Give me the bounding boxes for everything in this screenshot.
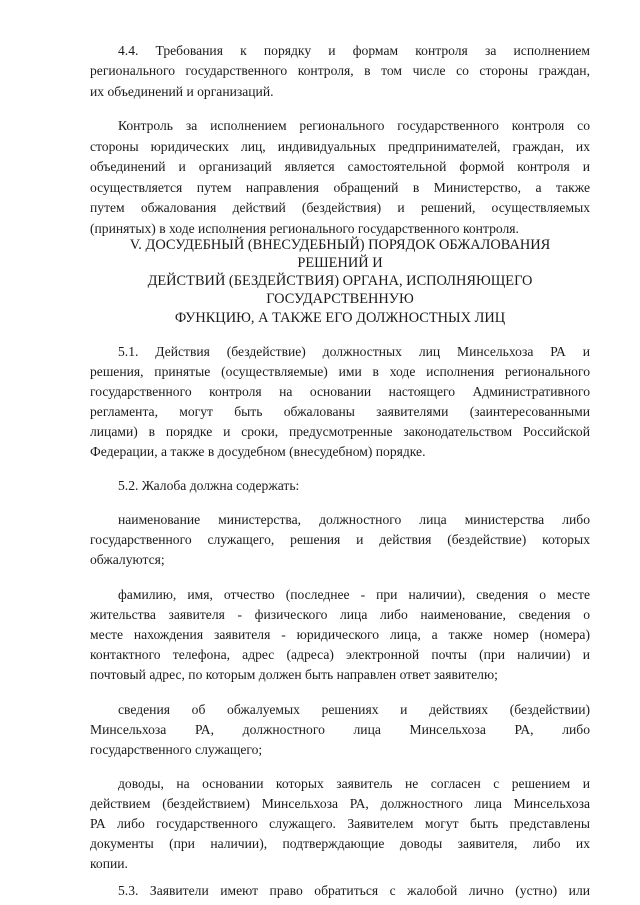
para-fio-line: фамилию, имя, отчество (последнее - при наличии), сведения о месте bbox=[118, 587, 590, 602]
para-fio-line: жительства заявителя - физического лица либо наименование, сведения о bbox=[90, 607, 590, 622]
para-args-line: действием (бездействием) Минсельхоза РА, должностного лица Минсельхоза bbox=[90, 796, 590, 811]
para-control-line: (принятых) в ходе исполнения регионального государственного контроля. bbox=[90, 221, 519, 236]
para-info-line: Минсельхоза РА, должностного лица Минсельхоза РА, либо bbox=[90, 722, 590, 737]
para-control-line: осуществляется путем направления обращений в Министерство, а также bbox=[90, 180, 590, 195]
para-5-1-line: государственного контроля на основании настоящего Административного bbox=[90, 384, 590, 399]
para-fio-line: почтовый адрес, по которым должен быть направлен ответ заявителю; bbox=[90, 667, 498, 682]
section-heading-line: V. ДОСУДЕБНЫЙ (ВНЕСУДЕБНЫЙ) ПОРЯДОК ОБЖАЛОВАНИЯ bbox=[129, 237, 551, 253]
para-name-line: наименование министерства, должностного лица министерства либо bbox=[118, 512, 590, 527]
para-args-line: копии. bbox=[90, 856, 128, 871]
section-heading-line: ДЕЙСТВИЙ (БЕЗДЕЙСТВИЯ) ОРГАНА, ИСПОЛНЯЮЩЕГО bbox=[147, 273, 533, 289]
para-5-1-line: Федерации, а также в досудебном (внесудебном) порядке. bbox=[90, 444, 426, 459]
section-heading-line: РЕШЕНИЙ И bbox=[297, 255, 383, 271]
para-fio-line: контактного телефона, адрес (адреса) электронной почты (при наличии) и bbox=[90, 647, 590, 662]
para-name-line: государственного служащего, решения и действия (бездействие) которых bbox=[90, 532, 590, 547]
para-5-1-line: регламента, могут быть обжалованы заявителями (заинтересованными bbox=[90, 404, 590, 419]
para-fio-line: месте нахождения заявителя - юридического лица, а также номер (номера) bbox=[90, 627, 590, 642]
para-control-line: объединений и организаций является самостоятельной формой контроля и bbox=[90, 159, 590, 174]
para-5-2-line: 5.2. Жалоба должна содержать: bbox=[118, 478, 300, 493]
para-info-line: государственного служащего; bbox=[90, 742, 263, 757]
para-4-4-line: регионального государственного контроля, в том числе со стороны граждан, bbox=[90, 63, 590, 78]
para-control-line: стороны юридических лиц, индивидуальных предпринимателей, граждан, их bbox=[90, 139, 590, 154]
para-4-4-line: их объединений и организаций. bbox=[90, 84, 274, 99]
para-5-1-line: 5.1. Действия (бездействие) должностных лиц Минсельхоза РА и bbox=[118, 344, 590, 359]
para-5-1-line: решения, принятые (осуществляемые) ими в ходе исполнения регионального bbox=[90, 364, 590, 379]
para-args-line: РА либо государственного служащего. Заявителем могут быть представлены bbox=[90, 816, 590, 831]
para-4-4-line: 4.4. Требования к порядку и формам контроля за исполнением bbox=[118, 43, 590, 58]
para-control-line: Контроль за исполнением регионального государственного контроля со bbox=[118, 118, 590, 133]
para-args-line: доводы, на основании которых заявитель не согласен с решением и bbox=[118, 776, 590, 791]
section-heading-line: ГОСУДАРСТВЕННУЮ bbox=[266, 291, 414, 307]
section-heading-line: ФУНКЦИЮ, А ТАКЖЕ ЕГО ДОЛЖНОСТНЫХ ЛИЦ bbox=[174, 310, 506, 326]
para-args-line: документы (при наличии), подтверждающие доводы заявителя, либо их bbox=[90, 836, 590, 851]
para-name-line: обжалуются; bbox=[90, 552, 165, 567]
para-5-3-line: 5.3. Заявители имеют право обратиться с жалобой лично (устно) или bbox=[118, 883, 590, 898]
para-info-line: сведения об обжалуемых решениях и действиях (бездействии) bbox=[118, 702, 590, 717]
para-5-1-line: лицами) в порядке и сроки, предусмотренные законодательством Российской bbox=[90, 424, 590, 439]
para-control-line: путем обжалования действий (бездействия) и решений, осуществляемых bbox=[90, 200, 590, 215]
